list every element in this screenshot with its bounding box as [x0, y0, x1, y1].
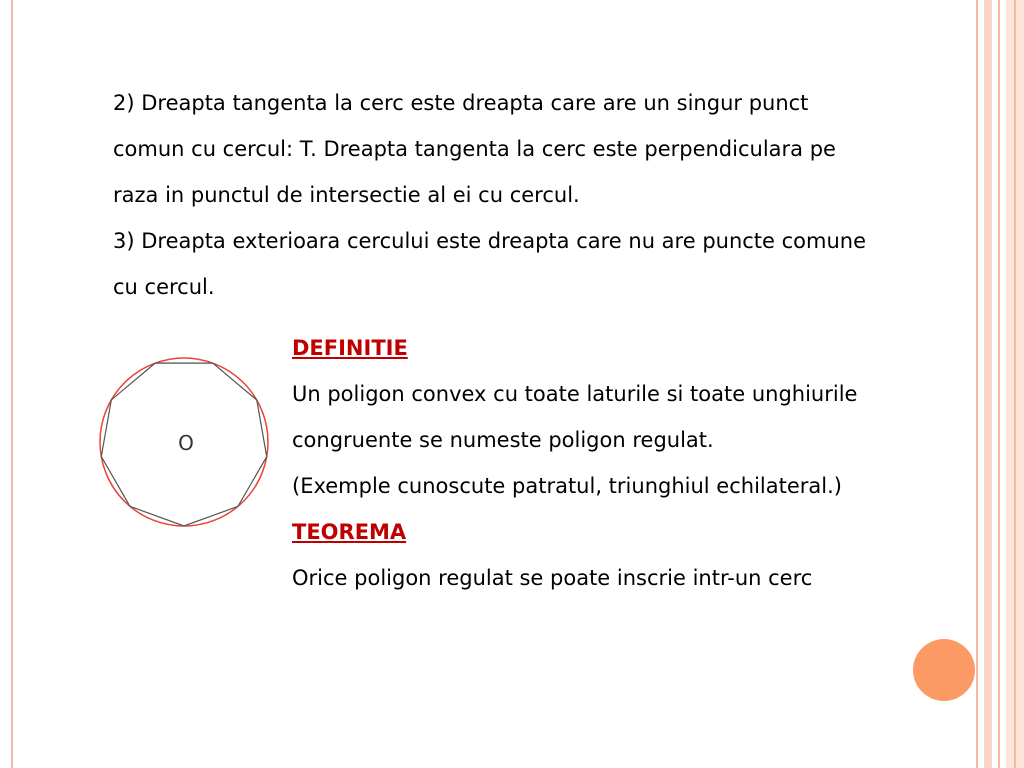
- theorem-heading: TEOREMA: [292, 520, 407, 544]
- theorem-line: Orice poligon regulat se poate inscrie intr-un cerc: [292, 566, 813, 590]
- text-line: cu cercul.: [113, 275, 215, 299]
- definition-line: congruente se numeste poligon regulat.: [292, 428, 714, 452]
- stripe: [998, 0, 1000, 768]
- text-line: comun cu cercul: T. Dreapta tangenta la cerc este perpendiculara pe: [113, 137, 836, 161]
- right-decorative-stripes: [976, 0, 1024, 768]
- stripe: [984, 0, 992, 768]
- polygon-circle-diagram: [92, 350, 276, 534]
- definition-heading: DEFINITIE: [292, 336, 408, 360]
- definition-line: (Exemple cunoscute patratul, triunghiul echilateral.): [292, 474, 842, 498]
- stripe: [1014, 0, 1016, 768]
- text-line: 3) Dreapta exterioara cercului este dreapta care nu are puncte comune: [113, 229, 867, 253]
- definition-line: Un poligon convex cu toate laturile si toate unghiurile: [292, 382, 858, 406]
- text-line: 2) Dreapta tangenta la cerc este dreapta care are un singur punct: [113, 91, 809, 115]
- center-label: O: [178, 431, 194, 455]
- main-text-block: [113, 80, 933, 310]
- inscribed-polygon-figure: [92, 350, 276, 534]
- definitions-block: [292, 325, 932, 601]
- text-line: raza in punctul de intersectie al ei cu cercul.: [113, 183, 580, 207]
- left-border-line: [11, 0, 13, 768]
- decorative-orange-circle: [913, 639, 975, 701]
- stripe: [976, 0, 978, 768]
